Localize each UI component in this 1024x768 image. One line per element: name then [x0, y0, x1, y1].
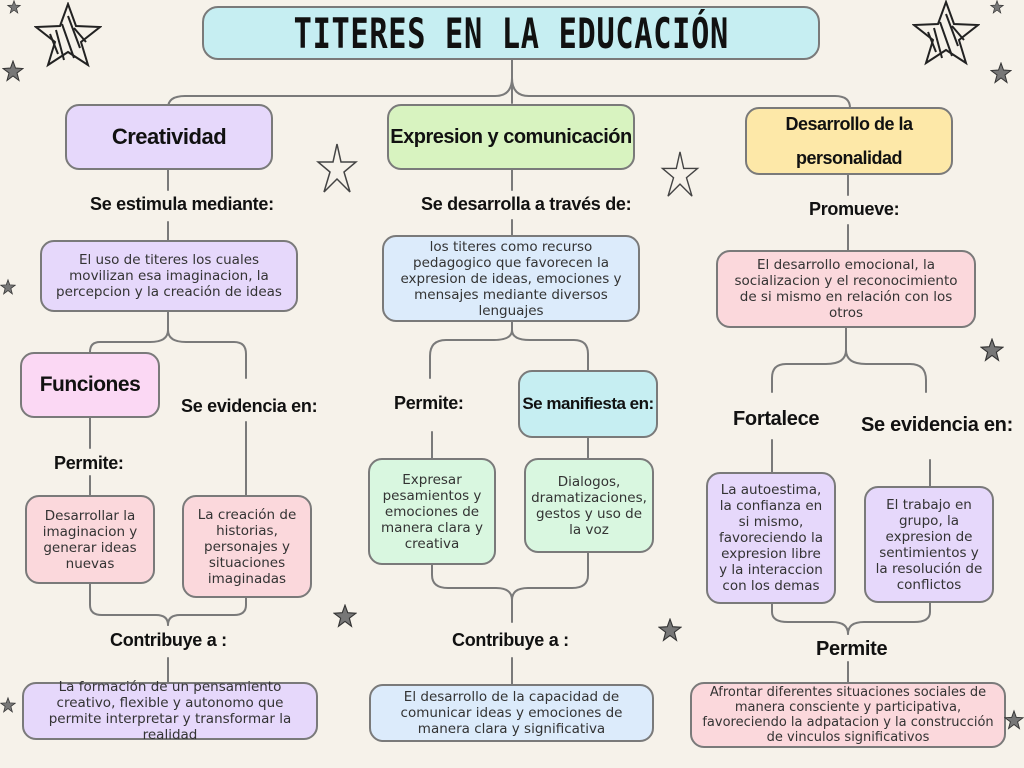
center-branch-a-box: [368, 458, 496, 565]
personalidad-heading-box: [745, 107, 953, 175]
manifiesta-heading-box: [518, 370, 658, 438]
center-result-box: [369, 684, 654, 742]
left-permite-label: Permite:: [54, 453, 124, 473]
creatividad-heading-box: [65, 104, 273, 170]
right-branch-a-box: [706, 472, 836, 604]
center-branch-a-text: Expresar pesamientos y emociones de manera clara y creativa: [381, 471, 483, 552]
left-branch-b-text: La creación de historias, personajes y situaciones imaginadas: [197, 506, 297, 587]
center-description-box: [382, 235, 640, 322]
right-result-box: [690, 682, 1006, 748]
sketch-star-icon: [660, 150, 700, 198]
left-description: El uso de titeres los cuales movilizan esa imaginacion, la percepcion y la creación de ideas: [56, 252, 282, 300]
center-contribute-label: Contribuye a :: [452, 630, 569, 650]
right-branch-b-text: El trabajo en grupo, la expresion de sentimientos y la resolución de conflictos: [875, 496, 983, 593]
sketch-star-icon: [2, 60, 24, 82]
personalidad-heading: Desarrollo de la personalidad: [785, 114, 913, 168]
sketch-star-icon: [980, 338, 1004, 362]
right-branch-a-text: La autoestima, la confianza en si mismo, favoreciendo la expresion libre y la interaccion con los demas: [718, 482, 823, 594]
sketch-star-icon: [658, 618, 682, 642]
right-permite-label: Permite: [816, 638, 888, 660]
left-branch-a-box: [25, 495, 155, 584]
left-branch-a-text: Desarrollar la imaginacion y generar ideas nuevas: [42, 507, 138, 572]
center-result: El desarrollo de la capacidad de comunicar ideas y emociones de manera clara y significativa: [400, 689, 623, 737]
expresion-heading: Expresion y comunicación: [390, 125, 632, 148]
sketch-star-icon: [986, 0, 1008, 14]
right-result: Afrontar diferentes situaciones sociales de manera consciente y participativa, favoreciendo la adpatacion y la construcción de vinculos significativos: [702, 685, 994, 745]
left-evidence-label: Se evidencia en:: [181, 396, 318, 416]
right-fortalece-label: Fortalece: [733, 408, 820, 430]
sketch-star-icon: [0, 694, 16, 716]
hatched-star-icon: [34, 2, 102, 68]
center-branch-b-text: Dialogos, dramatizaciones, gestos y uso de la voz: [531, 473, 647, 538]
manifiesta-heading: Se manifiesta en:: [522, 394, 654, 413]
right-description: El desarrollo emocional, la socializacion y el reconocimiento de si mismo en relación con los otros: [734, 257, 958, 321]
center-permite-label: Permite:: [394, 393, 464, 413]
creatividad-heading: Creatividad: [111, 124, 227, 149]
expresion-heading-box: [387, 104, 635, 170]
right-description-box: [716, 250, 976, 328]
center-branch-b-box: [524, 458, 654, 553]
center-connector-label: Se desarrolla a través de:: [421, 194, 632, 214]
left-description-box: [40, 240, 298, 312]
sketch-star-icon: [333, 604, 357, 628]
funciones-heading-box: [20, 352, 160, 418]
sketch-star-icon: [990, 62, 1012, 84]
right-connector-label: Promueve:: [809, 199, 900, 219]
sketch-star-icon: [316, 142, 358, 194]
right-branch-b-box: [864, 486, 994, 603]
funciones-heading: Funciones: [39, 373, 141, 396]
title-box: [202, 6, 820, 60]
left-result-box: [22, 679, 318, 743]
left-contribute-label: Contribuye a :: [110, 630, 227, 650]
center-description: los titeres como recurso pedagogico que favorecen la expresion de ideas, emociones y mensajes mediante diversos lenguajes: [400, 238, 622, 319]
left-result: La formación de un pensamiento creativo, flexible y autonomo que permite interpretar y transformar la realidad: [48, 679, 292, 743]
sketch-star-icon: [0, 276, 16, 298]
page-title: TITERES EN LA EDUCACIÓN: [293, 8, 729, 58]
sketch-star-icon: [1004, 708, 1024, 732]
left-connector-label: Se estimula mediante:: [90, 194, 274, 214]
sketch-star-icon: [4, 0, 24, 14]
left-branch-b-box: [182, 495, 312, 598]
hatched-star-icon: [912, 0, 980, 66]
right-evidence-label: Se evidencia en:: [861, 414, 1013, 436]
